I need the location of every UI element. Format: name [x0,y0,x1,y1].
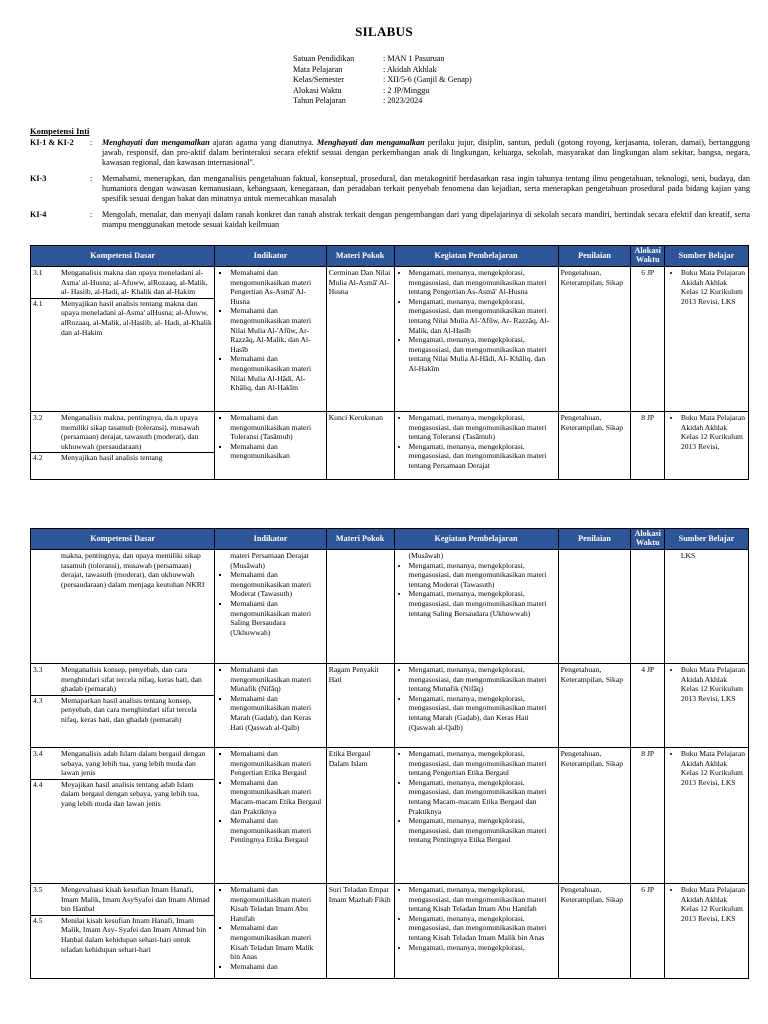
kd-cell [31,267,215,412]
kegiatan-item: • Mengamati, menanya, mengekplorasi, mengasosiasi, dan mengomunikasikan materi tentang Macam-macam Etika Bergaul dan Praktiknya [409,778,556,816]
table-row [31,550,749,664]
indikator-item: ▪ Memahami dan mengomunikasikan materi Macam-macam Etika Bergaul dan Praktiknya [230,778,323,816]
alokasi-cell: 6 JP [631,267,664,412]
alokasi-cell: 8 JP [631,748,664,884]
indikator-item: ▪ Memahami dan mengomunikasikan materi Pentingnya Etika Bergaul [230,816,323,845]
ki-4 [30,210,750,230]
indikator-item: ▪ Memahami dan mengomunikasikan materi Kisah Teladan Imam Malik bin Anas [230,923,323,961]
kegiatan-cell [394,884,558,979]
kegiatan-item: • Mengamati, menanya, mengekplorasi, mengasosiasi, dan mengomunikasikan materi tentang Pentingnya Etika Bergaul [409,816,556,845]
ki-text-part: ajaran agama yang dianutnya. [209,138,317,147]
ki-1-2 [30,138,750,169]
sumber-item: • Buku Mata Pelajaran Akidah Akhlak Kelas 12 Kurikulum 2013 Revisi, [681,413,746,451]
sumber-cell [664,412,748,480]
indikator-cell [215,748,326,884]
kd-cell [31,748,215,884]
kd-text: Menganalisis makna dan upaya meneladani al-Asma' al-Husna; al-Afuww, alRozaaq, al-Malik, al- Hasiib, al-Hadi, al- Khalik dan al-Hakim [61,268,208,297]
kd-number: 3.2 [33,413,43,422]
kd-cell [31,550,215,664]
info-key: Mata Pelajaran [293,64,343,74]
syllabus-table-2 [30,528,749,979]
ki-text: Memahami, menerapkan, dan menganalisis pengetahuan faktual, konseptual, prosedural, dan metakognitif berdasarkan rasa ingin tahunya tentang ilmu pengetahuan, teknologi, seni, budaya, dan humaniora dengan wawasan kemanusiaan, kebangsaan, kenegaraan, dan peradaban terkait penyebab fenomena dan kejadian, serta menerapkan pengetahuan prosedural pada bidang kajian yang spesifik sesuai dengan bakat dan minatnya untuk memecahkan masalah [102,174,750,204]
kd-item [31,915,214,954]
header-kompetensi-dasar: Kompetensi Dasar [31,246,215,267]
ki-text: Mengolah, menalar, dan menyaji dalam ranah konkret dan ranah abstrak terkait dengan pengembangan dari yang dipelajarinya di sekolah secara mandiri, bertindak secara efektif dan kreatif, serta mampu menggunakan metode sesuai kaidah keilmuan [102,210,750,230]
indikator-item: ▪ Memahami dan mengomunikasikan materi Pengertian As-Asmā' Al-Husna [230,268,323,306]
kd-number: 4.2 [33,453,43,463]
info-value: : MAN 1 Pasuruan [383,54,445,63]
sumber-item: • Buku Mata Pelajaran Akidah Akhlak Kelas 12 Kurikulum 2013 Revisi, LKS [681,665,746,703]
header-kompetensi-dasar: Kompetensi Dasar [31,529,215,550]
sumber-item: • Buku Mata Pelajaran Akidah Akhlak Kelas 12 Kurikulum 2013 Revisi, LKS [681,885,746,923]
table-row [31,884,749,979]
kd-text: Meyajikan hasil analisis tentang adab Islam dalam bergaul dengan sebaya, yang lebih tua, yang lebih muda dan lawan jenis [61,779,200,808]
materi-cell: Etika Bergaul Dalam Islam [326,748,394,884]
kd-number: 3.4 [33,749,43,758]
kd-cell [31,664,215,748]
materi-cell [326,550,394,664]
penilaian-cell: Pengetahuan, Keterampilan, Sikap [558,884,631,979]
kd-cell [31,412,215,480]
kegiatan-item: • Mengamati, menanya, mengekplorasi, mengasosiasi, dan mengomunikasikan materi tentang Nilai Mulia Al-Hādi, Al- Khāliq, dan Al-Hakīm [409,335,556,373]
penilaian-cell: Pengetahuan, Keterampilan, Sikap [558,267,631,412]
indikator-cell [215,412,326,480]
indikator-item: ▪ Memahami dan mengomunikasikan materi Pengertian Etika Bergaul [230,749,323,778]
kegiatan-item: • Mengamati, menanya, mengekplorasi, mengasosiasi, dan mengomunikasikan materi tentang Kisah Teladan Imam Malik bin Anas [409,914,556,943]
kd-item [33,413,212,451]
kd-text: Mengevaluasi kisah kesufian Imam Hanafi, Imam Malik, Imam AsySyafei dan Imam Ahmad bin Hanbal [61,885,210,914]
kd-text: Menganalisis konsep, penyebab, dan cara menghindari sifat tercela nifaq, keras hati, dan ghadab (pemarah) [61,665,202,694]
ki-text [102,138,750,169]
kd-number: 4.5 [33,915,43,925]
kd-item [33,551,212,589]
kegiatan-cell [394,748,558,884]
kegiatan-cell [394,412,558,480]
header-indikator: Indikator [215,529,326,550]
penilaian-cell [558,550,631,664]
sumber-cell [664,267,748,412]
kegiatan-item: • Mengamati, menanya, mengekplorasi, mengasosiasi, dan mengomunikasikan materi tentang Kisah Teladan Imam Abu Hanifah [409,885,556,914]
kegiatan-cell [394,664,558,748]
indikator-item: ▪ Memahami dan mengomunikasikan materi Nilai Mulia Al-Hādi, Al-Khāliq, dan Al-Hakīm [230,354,323,392]
kd-cell [31,884,215,979]
kd-text: makna, pentingnya, dan upaya memiliki sikap tasamuh (toleransi), musawah (persamaan) derajat, tawasuth (moderat), dan ukhuwwah (persaudaraan) dalam menjaga keutuhan NKRI [61,551,205,589]
kd-number: 3.1 [33,268,43,277]
info-key: Kelas/Semester [293,75,344,85]
kegiatan-item: • Mengamati, menanya, mengekplorasi, mengasosiasi, dan mengomunikasikan materi tentang Moderat (Tawasuth) [409,561,556,590]
indikator-item: ▪ Memahami dan mengomunikasikan materi Munafik (Nifāq) [230,665,323,694]
penilaian-cell: Pengetahuan, Keterampilan, Sikap [558,412,631,480]
table-header-row [31,246,749,267]
header-sumber: Sumber Belajar [664,246,748,267]
alokasi-cell: 8 JP [631,412,664,480]
kd-number: 3.3 [33,665,43,674]
ki-3 [30,174,750,205]
kd-item [33,885,212,914]
alokasi-cell: 4 JP [631,664,664,748]
kd-text: Menganalisis adab Islam dalam bergaul dengan sebaya, yang lebih tua, yang lebih muda dan lawan jenis [61,749,206,778]
indikator-cell [215,664,326,748]
table-row [31,267,749,412]
header-indikator: Indikator [215,246,326,267]
materi-cell: Cerminan Dan Nilai Mulia Al-Asmā' Al-Husna [326,267,394,412]
penilaian-cell: Pengetahuan, Keterampilan, Sikap [558,664,631,748]
kd-number: 4.1 [33,298,43,308]
kegiatan-item: • Mengamati, menanya, mengekplorasi, [409,943,556,953]
info-key: Satuan Pendidikan [293,54,355,63]
syllabus-table-1 [30,245,749,480]
kd-text: Menganalisis makna, pentingnya, da.n upaya memiliki sikap tasamuh (toleransi), musawah (persamaan) derajat, tawasuth (moderat), dan ukhuwwah (persaudaraan) [61,413,200,451]
materi-cell: Suri Teladan Empat Imam Mazhab Fikih [326,884,394,979]
kd-item [31,298,214,337]
indikator-item: ▪ Memahami dan [230,962,323,972]
kegiatan-item: • Mengamati, menanya, mengekplorasi, mengasosiasi, dan mengomunikasikan materi tentang Toleransi (Tasāmuh) [409,413,556,442]
header-penilaian: Penilaian [558,529,631,550]
kegiatan-item: • Mengamati, menanya, mengekplorasi, mengasosiasi, dan mengomunikasikan materi tentang Munafik (Nifāq) [409,665,556,694]
header-kegiatan: Kegiatan Pembelajaran [394,246,558,267]
indikator-item: ▪ Memahami dan mengomunikasikan materi Nilai Mulia Al-'Afūw, Ar-Razzāq, Al-Malik, dan Al-Hasīb [230,306,323,354]
indikator-item: ▪ Memahami dan mengomunikasikan materi Kisah Teladan Imam Abu Hanifah [230,885,323,923]
table-row [31,664,749,748]
kegiatan-item: • Mengamati, menanya, mengekplorasi, mengasosiasi, dan mengomunikasikan materi tentang Marah (Gaḍab), dan Keras Hati (Qaswah al-Qalb) [409,694,556,732]
sumber-item: • Buku Mata Pelajaran Akidah Akhlak Kelas 12 Kurikulum 2013 Revisi, LKS [681,268,746,306]
kd-item [33,749,212,778]
header-alokasi: Alokasi Waktu [631,246,664,267]
kegiatan-item: • Mengamati, menanya, mengekplorasi, mengasosiasi, dan mengomunikasikan materi tentang Nilai Mulia Al-'Afūw, Ar- Razzāq, Al-Malik, dan Al-Hasīb [409,297,556,335]
table-row [31,412,749,480]
info-value: : 2 JP/Minggu [383,85,430,95]
info-key: Tahun Pelajaran [293,96,346,106]
materi-cell: Kunci Kerukunan [326,412,394,480]
header-kegiatan: Kegiatan Pembelajaran [394,529,558,550]
kegiatan-item: • Mengamati, menanya, mengekplorasi, mengasosiasi, dan mengomunikasikan materi tentang Pengertian As-Asmā' Al-Husna [409,268,556,297]
ki-label: KI-3 [30,174,47,183]
kd-text: Memaparkan hasil analisis tentang konsep, penyebab, dan cara menghindari sifat tercela nifaq, keras hati, dan ghadab (pemarah) [61,695,197,724]
indikator-item: materi Persamaan Derajat (Musāwah) [230,551,309,570]
kd-item [31,452,214,463]
alokasi-cell: 6 JP [631,884,664,979]
ki-colon: : [90,174,93,183]
indikator-item: ▪ Memahami dan mengomunikasikan materi Toleransi (Tasāmuh) [230,413,323,442]
info-value: : XII/5-6 (Ganjil & Genap) [383,75,472,85]
header-materi-pokok: Materi Pokok [326,529,394,550]
kd-text: Menyajikan hasil analisis tentang [61,453,163,463]
info-row [293,75,472,86]
kegiatan-item: • Mengamati, menanya, mengekplorasi, mengasosiasi, dan mengomunikasikan materi tentang Persamaan Derajat [409,442,556,471]
page-title: SILABUS [355,24,413,39]
info-value: : 2023/2024 [383,96,423,106]
kd-item [33,665,212,694]
indikator-item: ▪ Memahami dan mengomunikasikan [230,442,323,461]
info-key: Alokasi Waktu [293,85,342,95]
info-row [293,54,472,65]
sumber-item: • Buku Mata Pelajaran Akidah Akhlak Kelas 12 Kurikulum 2013 Revisi, LKS [681,749,746,787]
sumber-cell [664,550,748,664]
kegiatan-item: • Mengamati, menanya, mengekplorasi, mengasosiasi, dan mengomunikasikan materi tentang Pengertian Etika Bergaul [409,749,556,778]
header-alokasi: Alokasi Waktu [631,529,664,550]
indikator-cell [215,550,326,664]
kd-number: 4.3 [33,695,43,705]
kd-item [31,695,214,725]
info-row [293,65,472,76]
sumber-cell [664,748,748,884]
indikator-cell [215,267,326,412]
ki-colon: : [90,210,93,219]
sumber-item: LKS [680,551,696,560]
materi-cell: Ragam Penyakit Hati [326,664,394,748]
table-row [31,748,749,884]
sumber-cell [664,664,748,748]
kd-number: 4.4 [33,779,43,789]
kd-number: 3.5 [33,885,43,894]
indikator-item: ▪ Memahami dan mengomunikasikan materi Moderat (Tawasuth) [230,570,323,599]
ki-label: KI-4 [30,210,47,219]
info-row [293,96,472,107]
document-info [293,54,472,107]
kompetensi-inti-heading: Kompetensi Inti [30,126,90,136]
indikator-item: ▪ Memahami dan mengomunikasikan materi Saling Bersaudara (Ukhuwwah) [230,599,323,637]
ki-label: KI-1 & KI-2 [30,138,74,147]
kegiatan-item: • Mengamati, menanya, mengekplorasi, mengasosiasi, dan mengomunikasikan materi tentang Saling Bersaudara (Ukhuwwah) [409,589,556,618]
kd-item [31,779,214,809]
sumber-cell [664,884,748,979]
table-header-row [31,529,749,550]
header-sumber: Sumber Belajar [664,529,748,550]
ki-emphasis: Menghayati dan mengamalkan [316,138,425,147]
info-row [293,86,472,97]
penilaian-cell: Pengetahuan, Keterampilan, Sikap [558,748,631,884]
kd-text: Menilai kisah kesufian Imam Hanafi, Imam Malik, Imam Asy- Syafei dan Imam Ahmad bin Hanbal dalam kehidupan sehari-hari untuk teladan kehidupan sehari-hari [61,915,207,954]
ki-colon: : [90,138,93,147]
kegiatan-cell [394,550,558,664]
kegiatan-cell [394,267,558,412]
indikator-cell [215,884,326,979]
kd-item [33,268,212,297]
indikator-item: ▪ Memahami dan mengomunikasikan materi Marah (Gaḍab), dan Keras Hati (Qaswah al-Qalb) [230,694,323,732]
info-value: : Akidah Akhlak [383,64,437,74]
header-materi-pokok: Materi Pokok [326,246,394,267]
kd-text: Menyajikan hasil analisis tentang makna dan upaya meneladani al-Asma' alHusna; al-Afuww, alRozaaq, al-Malik, al-Hasiib, al- Hadi, al-Khalik dan al-Hakim [61,298,212,337]
kegiatan-item: (Musāwah) [408,551,444,560]
ki-text-part: perilaku jujur, disiplin, santun, peduli (gotong royong, kerjasama, toleran, damai), bertanggung jawab, responsif, dan pro-aktif dalam berinteraksi secara efektif sesuai dengan perkembangan anak di lingkungan, keluarga, sekolah, masyarakat dan lingkungan alam sekitar, bangsa, negara, kawasan regional, dan kawasan internasional". [102,138,750,168]
ki-emphasis: Menghayati dan mengamalkan [102,138,210,147]
header-penilaian: Penilaian [558,246,631,267]
alokasi-cell [631,550,664,664]
